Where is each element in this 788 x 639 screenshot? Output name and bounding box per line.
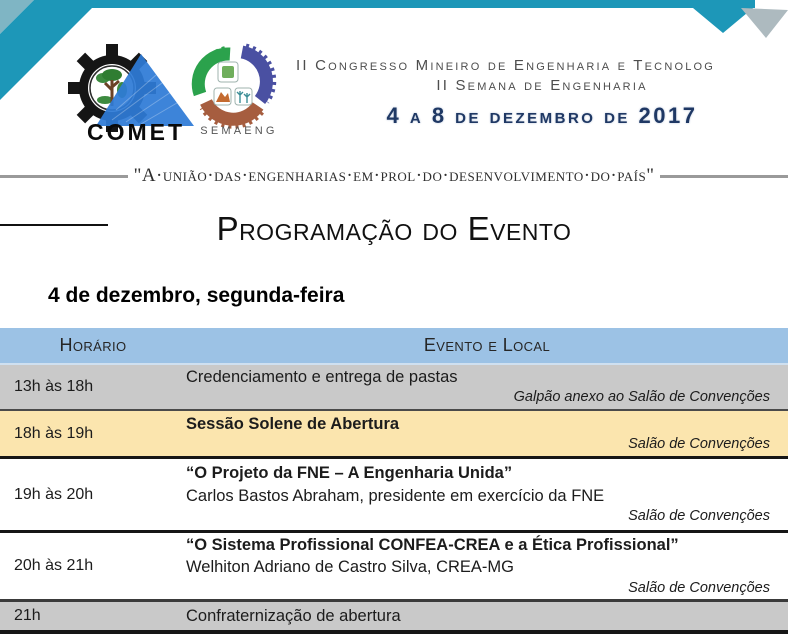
slogan-row <box>0 165 788 187</box>
semaeng-logo-label: SEMAENG <box>200 125 278 137</box>
time-cell: 19h às 20h <box>14 485 94 503</box>
event-cell <box>186 365 788 409</box>
schedule-table <box>0 328 788 634</box>
event-title: Sessão Solene de Abertura <box>186 414 400 433</box>
time-cell: 21h <box>14 607 41 624</box>
congress-title-line1: II Congresso Mineiro de Engenharia e Tecnolog <box>296 57 716 74</box>
wind-turbine-tile-icon <box>235 88 252 105</box>
event-speaker: Carlos Bastos Abraham, presidente em exercício da FNE <box>186 486 605 505</box>
event-location: Salão de Convenções <box>628 435 770 452</box>
congress-title-block <box>296 57 788 129</box>
semaeng-logo <box>190 42 295 142</box>
gray-chevron <box>741 8 788 38</box>
event-location: Salão de Convenções <box>628 508 770 525</box>
time-cell: 20h às 21h <box>14 557 94 574</box>
page-title: Programação do Evento <box>216 210 572 247</box>
event-cell <box>186 533 788 599</box>
event-title: “O Sistema Profissional CONFEA-CREA e a Ética Profissional” <box>186 535 679 554</box>
slogan-rule-left <box>0 175 128 178</box>
event-location: Galpão anexo ao Salão de Convenções <box>513 389 770 406</box>
mountain-tile-icon <box>214 88 231 105</box>
schedule-row-projeto-fne <box>0 459 788 533</box>
slogan-rule-right <box>660 175 788 178</box>
teal-top-bar <box>34 0 755 8</box>
leaf-tile-icon <box>218 62 238 82</box>
event-title: Confraternização de abertura <box>186 606 401 625</box>
column-header-event: Evento e Local <box>423 335 551 355</box>
event-cell <box>186 411 788 456</box>
slogan-text: "A·união·das·engenharias·em·prol·do·desenvolvimento·do·país" <box>133 165 655 186</box>
event-location: Salão de Convenções <box>628 579 770 596</box>
day-heading: 4 de dezembro, segunda-feira <box>48 284 345 307</box>
schedule-row-confraternizacao <box>0 602 788 634</box>
congress-title-line2: II Semana de Engenharia <box>436 77 648 94</box>
event-title: “O Projeto da FNE – A Engenharia Unida” <box>186 464 513 483</box>
congress-date-line: 4 a 8 de dezembro de 2017 <box>386 103 698 128</box>
teal-chevron <box>693 8 753 33</box>
schedule-row-sistema-profissional <box>0 533 788 602</box>
schedule-header-row <box>0 328 788 365</box>
comet-logo-label: COMET <box>86 119 186 145</box>
event-speaker: Welhiton Adriano de Castro Silva, CREA-MG <box>186 558 514 577</box>
time-cell: 18h às 19h <box>14 424 94 442</box>
schedule-row-credenciamento <box>0 365 788 409</box>
time-cell: 13h às 18h <box>14 378 94 395</box>
event-title: Credenciamento e entrega de pastas <box>186 368 458 387</box>
schedule-row-sessao-solene <box>0 409 788 459</box>
event-cell <box>186 459 788 530</box>
event-cell <box>186 602 788 630</box>
comet-logo <box>46 40 196 145</box>
column-header-time: Horário <box>59 335 127 355</box>
